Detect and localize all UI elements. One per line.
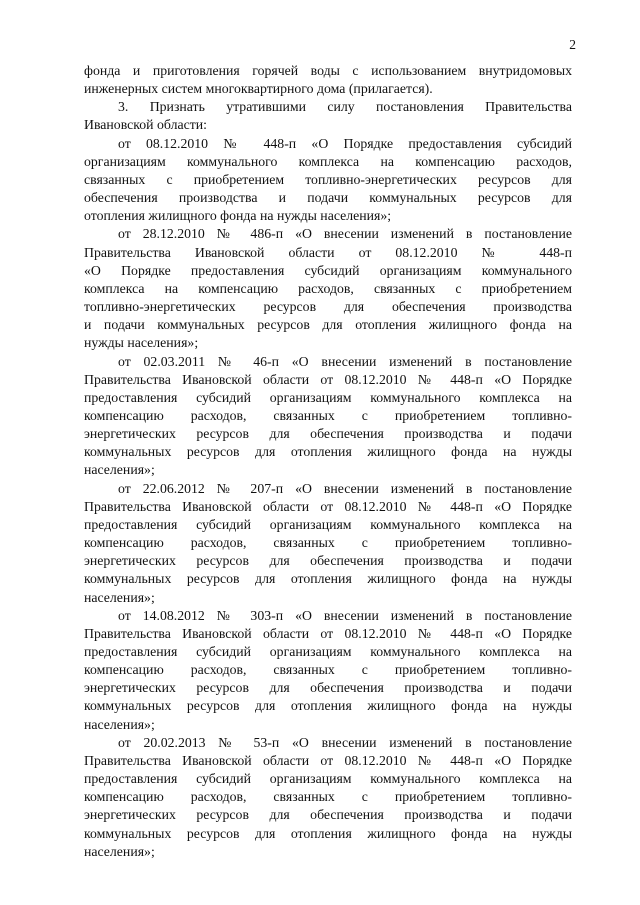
text-line: топливно-энергетических ресурсов для обеспечения производства [84, 299, 572, 315]
text-line: населения»; [84, 716, 155, 732]
paragraph [84, 734, 572, 861]
paragraph [84, 62, 572, 98]
text-line: энергетических ресурсов для обеспечения производства и подачи [84, 553, 572, 569]
text-line: от 14.08.2012 № 303-п «О внесении изменений в постановление [118, 607, 572, 623]
text-line: предоставления субсидий организациям коммунального комплекса на [84, 516, 572, 532]
text-line: компенсацию расходов, связанных с приобретением топливно- [84, 789, 572, 805]
text-line: коммунальных ресурсов для отопления жилищного фонда на нужды [84, 444, 572, 460]
text-line: отопления жилищного фонда на нужды населения»; [84, 208, 392, 224]
text-line: коммунальных ресурсов для отопления жилищного фонда на нужды [84, 698, 572, 714]
text-line: энергетических ресурсов для обеспечения производства и подачи [84, 807, 572, 823]
text-line: от 28.12.2010 № 486-п «О внесении изменений в постановление [118, 226, 572, 242]
paragraph [84, 353, 572, 480]
text-line: населения»; [84, 462, 155, 478]
text-line: компенсацию расходов, связанных с приобретением топливно- [84, 535, 572, 551]
text-line: предоставления субсидий организациям коммунального комплекса на [84, 389, 572, 405]
text-line: от 02.03.2011 № 46-п «О внесении изменений в постановление [118, 353, 572, 369]
paragraph [84, 135, 572, 226]
text-line: от 22.06.2012 № 207-п «О внесении изменений в постановление [118, 480, 572, 496]
text-line: коммунальных ресурсов для отопления жилищного фонда на нужды [84, 825, 572, 841]
text-line: организациям коммунального комплекса на компенсацию расходов, [84, 153, 572, 169]
paragraph [84, 607, 572, 734]
text-line: комплекса на компенсацию расходов, связанных с приобретением [84, 280, 572, 296]
text-line: нужды населения»; [84, 335, 199, 351]
text-line: коммунальных ресурсов для отопления жилищного фонда на нужды [84, 571, 572, 587]
paragraph [84, 225, 572, 352]
text-line: населения»; [84, 843, 155, 859]
text-line: обеспечения производства и подачи коммунальных ресурсов для [84, 190, 572, 206]
text-line: Правительства Ивановской области от 08.12.2010 № 448-п «О Порядке [84, 752, 572, 768]
text-line: «О Порядке предоставления субсидий организациям коммунального [84, 262, 572, 278]
paragraph [84, 98, 572, 134]
text-line: Правительства Ивановской области от 08.12.2010 № 448-п «О Порядке [84, 371, 572, 387]
text-line: фонда и приготовления горячей воды с использованием внутридомовых [84, 63, 572, 78]
text-line: инженерных систем многоквартирного дома (прилагается). [84, 81, 433, 97]
text-line: Правительства Ивановской области от 08.12.2010 № 448-п [84, 244, 572, 260]
text-line: 3. Признать утратившими силу постановления Правительства [118, 99, 572, 115]
text-line: Правительства Ивановской области от 08.12.2010 № 448-п «О Порядке [84, 625, 572, 641]
text-line: предоставления субсидий организациям коммунального комплекса на [84, 644, 572, 659]
text-line: Правительства Ивановской области от 08.12.2010 № 448-п «О Порядке [84, 498, 572, 514]
text-line: компенсацию расходов, связанных с приобретением топливно- [84, 662, 572, 678]
text-line: от 08.12.2010 № 448-п «О Порядке предоставления субсидий [118, 135, 572, 151]
document-body [84, 62, 572, 861]
page-number: 2 [569, 37, 576, 52]
text-line: и подачи коммунальных ресурсов для отопления жилищного фонда на [84, 317, 572, 333]
text-line: предоставления субсидий организациям коммунального комплекса на [84, 771, 572, 787]
text-line: энергетических ресурсов для обеспечения производства и подачи [84, 680, 572, 696]
text-line: Ивановской области: [84, 117, 207, 133]
paragraph [84, 480, 572, 607]
text-line: от 20.02.2013 № 53-п «О внесении изменений в постановление [118, 734, 572, 750]
text-line: населения»; [84, 589, 155, 605]
text-line: компенсацию расходов, связанных с приобретением топливно- [84, 407, 572, 423]
text-line: связанных с приобретением топливно-энергетических ресурсов для [84, 171, 572, 187]
text-line: энергетических ресурсов для обеспечения производства и подачи [84, 426, 572, 442]
